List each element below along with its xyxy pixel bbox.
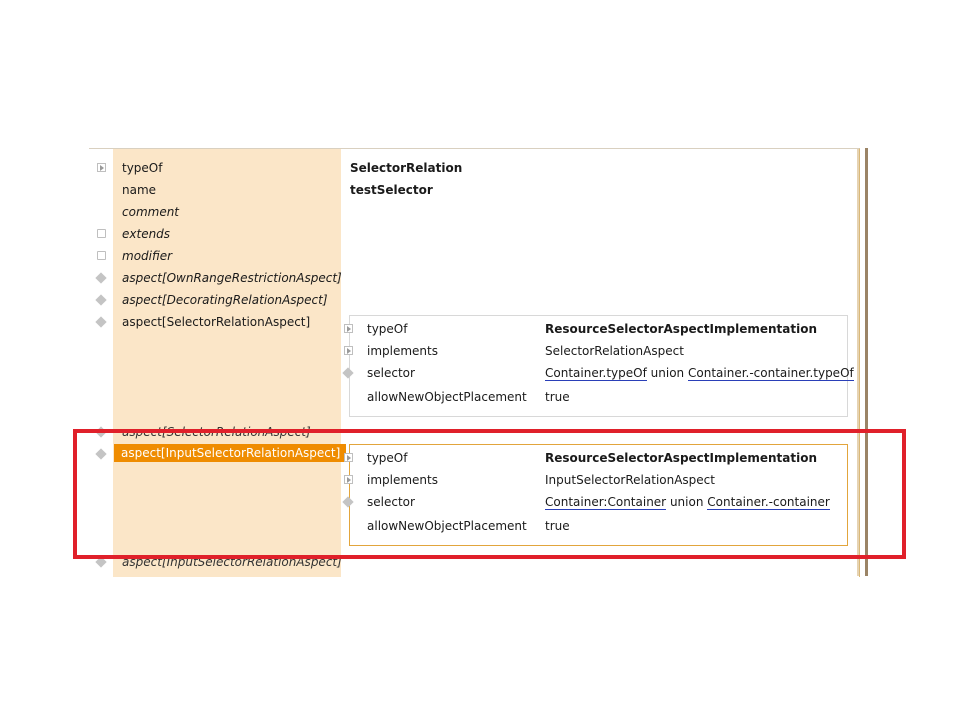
subpanel-label: typeOf — [367, 451, 408, 465]
checkbox-icon[interactable] — [97, 229, 106, 238]
expand-arrow-icon[interactable] — [344, 346, 353, 355]
selector-link[interactable]: Container.-container — [707, 495, 830, 509]
subpanel-value: SelectorRelationAspect — [545, 344, 684, 358]
property-label: typeOf — [122, 161, 163, 175]
selector-operator: union — [650, 366, 685, 380]
property-label: aspect[SelectorRelationAspect] — [122, 315, 311, 329]
property-value: SelectorRelation — [350, 161, 463, 175]
diamond-icon — [342, 367, 353, 378]
property-label: aspect[OwnRangeRestrictionAspect] — [122, 271, 342, 285]
property-value: testSelector — [350, 183, 433, 197]
property-label: aspect[DecoratingRelationAspect] — [122, 293, 328, 307]
selector-link[interactable]: Container.typeOf — [545, 366, 647, 380]
subpanel-row-typeof[interactable] — [350, 318, 847, 340]
checkbox-icon[interactable] — [97, 251, 106, 260]
expand-arrow-icon[interactable] — [344, 324, 353, 333]
diamond-icon — [95, 316, 106, 327]
diamond-icon — [95, 272, 106, 283]
property-label: extends — [122, 227, 171, 241]
diamond-icon — [95, 294, 106, 305]
expand-arrow-icon[interactable] — [97, 163, 106, 172]
selector-expression — [545, 362, 854, 384]
subpanel-value: InputSelectorRelationAspect — [545, 473, 715, 487]
subpanel-row-allow-placement[interactable] — [350, 386, 847, 408]
subpanel-label: implements — [367, 473, 438, 487]
subpanel-label: typeOf — [367, 322, 408, 336]
subpanel-label: selector — [367, 495, 415, 509]
subpanel-row-implements[interactable] — [350, 340, 847, 362]
selector-operator: union — [669, 495, 704, 509]
subpanel-value: ResourceSelectorAspectImplementation — [545, 451, 817, 465]
aspect-subpanel-selector — [349, 315, 854, 417]
subpanel-value: true — [545, 390, 570, 404]
property-label: aspect[SelectorRelationAspect] — [122, 425, 311, 439]
subpanel-value: ResourceSelectorAspectImplementation — [545, 322, 817, 336]
property-label: aspect[InputSelectorRelationAspect] — [122, 555, 342, 569]
selector-link[interactable]: Container:Container — [545, 495, 667, 509]
property-label: comment — [122, 205, 180, 219]
property-label: name — [122, 183, 157, 197]
selector-link[interactable]: Container.-container.typeOf — [688, 366, 854, 380]
property-label: modifier — [122, 249, 173, 263]
subpanel-value: true — [545, 519, 570, 533]
subpanel-label: implements — [367, 344, 438, 358]
subpanel-label: allowNewObjectPlacement — [367, 519, 527, 533]
subpanel-label: allowNewObjectPlacement — [367, 390, 527, 404]
subpanel-row-selector[interactable] — [350, 362, 854, 384]
highlight-box — [73, 429, 906, 559]
subpanel-label: selector — [367, 366, 415, 380]
selected-property-label[interactable]: aspect[InputSelectorRelationAspect] — [114, 444, 346, 462]
